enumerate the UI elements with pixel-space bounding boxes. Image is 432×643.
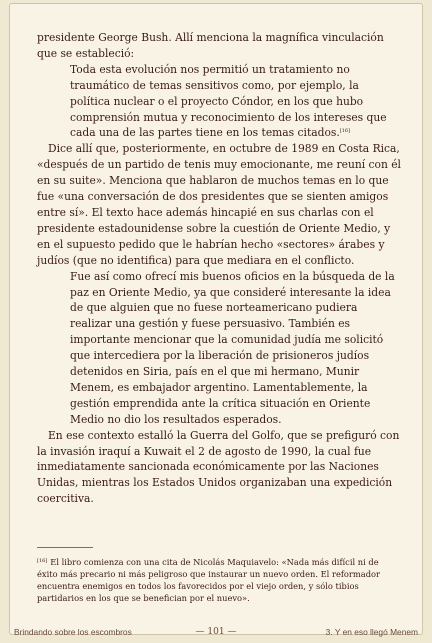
block-quote-2: Fue así como ofrecí mis buenos oficios en la búsqueda de la paz en Oriente Medio, ya que consideré interesante la idea de que alguien que no fuese norteamericano pudiera realizar una gestión y fuese persuasivo. También es importante mencionar que la comunidad judía me solicitó que intercediera por la liberación de prisioneros judíos detenidos en Siria, país en el que mi hermano, Munir Menem, es embajador argentino. Lamentablemente, la gestión emprendida ante la crítica situación en Oriente Medio no dio los resultados esperados. (70, 269, 395, 426)
footer-book-title: Brindando sobre los escombros (14, 627, 132, 637)
body-text (37, 30, 402, 507)
footnote-text: El libro comienza con una cita de Nicolás Maquiavelo: «Nada más difícil ni de éxito más precario ni más peligroso que instaurar un nuevo orden. El reformador encuentra enemigos en todos los favorecidos por el viejo orden, y sólo tibios partidarios en los que se benefician por el nuevo». (37, 557, 380, 603)
footnote-marker: [16] (37, 558, 48, 564)
footnote-reference[interactable]: [16] (339, 128, 351, 135)
block-quote-1-text: Toda esta evolución nos permitió un tratamiento no traumático de temas sensitivos como, por ejemplo, la política nuclear o el proyecto Cóndor, en los que hubo comprensión mutua y reconocimiento de los intereses que cada una de las partes tiene en los temas citados. (70, 62, 387, 140)
paragraph-2: Dice allí que, posteriormente, en octubre de 1989 en Costa Rica, «después de un partido de tenis muy emocionante, me reuní con él en su suite». Menciona que hablaron de muchos temas en lo que fue «una conversación de dos presidentes que se sienten amigos entre sí». El texto hace además hincapié en sus charlas con el presidente estadounidense sobre la cuestión de Oriente Medio, y en el supuesto pedido que le habrían hecho «sectores» árabes y judíos (que no identifica) para que mediara en el conflicto. (37, 142, 401, 267)
paragraph-1: presidente George Bush. Allí menciona la magnífica vinculación que se estableció: (37, 31, 384, 60)
footnote (37, 556, 400, 604)
block-quote-1 (70, 62, 402, 142)
footer-chapter-title: 3. Y en eso llegó Menem (325, 627, 418, 637)
page-number: — 101 — (195, 627, 237, 637)
book-page (9, 3, 423, 635)
footnote-divider (37, 547, 93, 548)
paragraph-3: En ese contexto estalló la Guerra del Golfo, que se prefiguró con la invasión iraquí a Kuwait el 2 de agosto de 1990, la cual fue inmediatamente sancionada económicamente por las Naciones Unidas, mientras los Estados Unidos organizaban una expedición coercitiva. (37, 428, 400, 506)
